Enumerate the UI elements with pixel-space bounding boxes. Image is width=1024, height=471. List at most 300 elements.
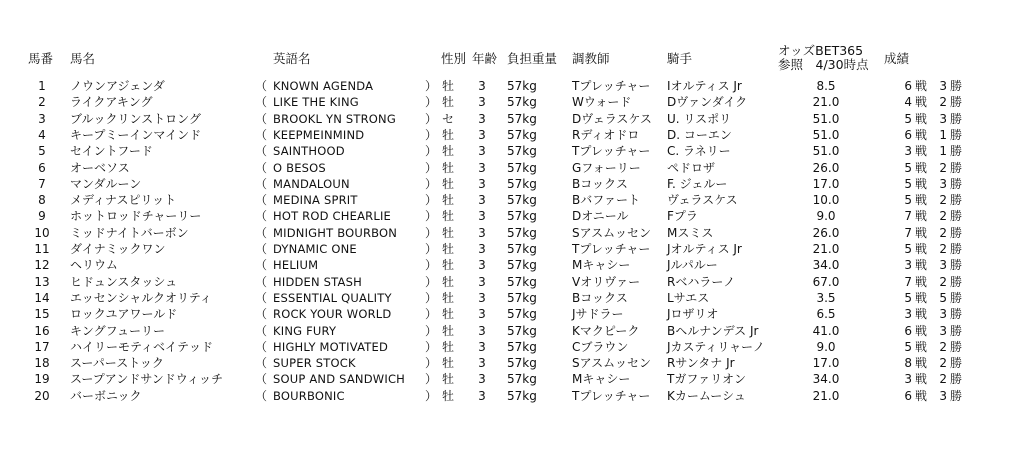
jockey-name: ペドロザ <box>667 160 716 175</box>
paren-open: （ <box>255 356 268 371</box>
record-wins-unit: 勝 <box>950 372 963 387</box>
horse-name-en: KNOWN AGENDA <box>273 79 374 93</box>
trainer-name: Tプレッチャー <box>572 388 651 403</box>
horse-name-en: KING FURY <box>273 323 337 338</box>
paren-close: ） <box>425 79 438 93</box>
trainer-name: Tプレッチャー <box>572 79 651 93</box>
paren-open: （ <box>255 290 268 305</box>
horse-sex: セ <box>442 111 455 126</box>
horse-number: 12 <box>34 258 50 273</box>
horse-sex: 牡 <box>442 176 455 191</box>
odds-value: 8.5 <box>816 79 836 93</box>
record-starts: 6 <box>904 323 912 338</box>
record-starts: 7 <box>904 209 912 224</box>
paren-close: ） <box>425 339 438 354</box>
record-starts: 5 <box>904 290 912 305</box>
table-row <box>0 160 1024 176</box>
table-row <box>0 192 1024 208</box>
horse-name-en: KEEPMEINMIND <box>273 127 365 142</box>
paren-close: ） <box>425 209 438 224</box>
horse-name-jp: ミッドナイトバーボン <box>70 225 189 240</box>
horse-name-jp: メディナスピリット <box>70 193 177 208</box>
horse-name-jp: キングフューリー <box>70 323 166 338</box>
horse-name-en: HOT ROD CHEARLIE <box>273 209 391 224</box>
trainer-name: Tプレッチャー <box>572 242 651 256</box>
horse-age: 3 <box>478 127 486 142</box>
horse-sex: 牡 <box>442 388 455 403</box>
record-starts: 3 <box>904 144 912 159</box>
header-name: 馬名 <box>70 51 96 66</box>
record-wins-unit: 勝 <box>950 388 963 403</box>
table-row <box>0 94 1024 110</box>
trainer-name: Bコックス <box>572 176 628 191</box>
horse-name-jp: マンダルーン <box>70 176 142 191</box>
paren-open: （ <box>255 323 268 338</box>
record-wins: 3 <box>939 307 947 322</box>
horse-name-en: MIDNIGHT BOURBON <box>273 225 398 240</box>
record-wins: 5 <box>939 290 947 305</box>
record-starts-unit: 戦 <box>915 225 928 240</box>
horse-weight: 57kg <box>507 388 537 403</box>
table-row <box>0 225 1024 241</box>
record-wins-unit: 勝 <box>950 144 963 159</box>
horse-sex: 牡 <box>442 274 455 289</box>
record-starts-unit: 戦 <box>915 290 928 305</box>
horse-sex: 牡 <box>442 356 455 371</box>
record-wins-unit: 勝 <box>950 111 963 126</box>
horse-sex: 牡 <box>442 372 455 387</box>
horse-weight: 57kg <box>507 372 537 387</box>
paren-open: （ <box>255 111 268 126</box>
horse-weight: 57kg <box>507 242 537 256</box>
horse-number: 8 <box>38 193 46 208</box>
horse-number: 9 <box>38 209 46 224</box>
jockey-name: Jカスティリャーノ <box>667 339 765 354</box>
paren-open: （ <box>255 79 268 93</box>
header-odds-line2: 参照 4/30時点 <box>778 57 869 72</box>
horse-age: 3 <box>478 209 486 224</box>
trainer-name: Rディオドロ <box>572 127 640 142</box>
paren-open: （ <box>255 144 268 159</box>
horse-age: 3 <box>478 274 486 289</box>
odds-value: 51.0 <box>812 111 840 126</box>
record-starts-unit: 戦 <box>915 144 928 159</box>
horse-weight: 57kg <box>507 274 537 289</box>
record-wins: 2 <box>939 339 947 354</box>
header-weight: 負担重量 <box>507 51 558 66</box>
paren-open: （ <box>255 258 268 273</box>
odds-value: 9.0 <box>816 209 836 224</box>
table-row <box>0 306 1024 322</box>
record-wins-unit: 勝 <box>950 242 963 256</box>
record-wins-unit: 勝 <box>950 209 963 224</box>
table-row <box>0 176 1024 192</box>
record-wins-unit: 勝 <box>950 160 963 175</box>
record-starts-unit: 戦 <box>915 111 928 126</box>
header-record: 成績 <box>884 51 910 66</box>
jockey-name: Jオルティス Jr <box>667 242 742 256</box>
paren-close: ） <box>425 225 438 240</box>
jockey-name: Dヴァンダイク <box>667 95 748 110</box>
horse-number: 4 <box>38 127 46 142</box>
horse-sex: 牡 <box>442 209 455 224</box>
record-wins-unit: 勝 <box>950 274 963 289</box>
paren-open: （ <box>255 307 268 322</box>
horse-number: 10 <box>34 225 50 240</box>
paren-open: （ <box>255 95 268 110</box>
table-row <box>0 78 1024 94</box>
paren-close: ） <box>425 307 438 322</box>
trainer-name: Vオリヴァー <box>572 274 641 289</box>
table-row <box>0 388 1024 404</box>
odds-value: 26.0 <box>812 160 840 175</box>
odds-value: 41.0 <box>812 323 840 338</box>
odds-value: 6.5 <box>816 307 836 322</box>
record-starts-unit: 戦 <box>915 258 928 273</box>
horse-age: 3 <box>478 176 486 191</box>
horse-name-jp: ライクアキング <box>70 95 153 110</box>
jockey-name: Jルパルー <box>667 258 718 273</box>
paren-open: （ <box>255 372 268 387</box>
horse-sex: 牡 <box>442 160 455 175</box>
horse-weight: 57kg <box>507 290 537 305</box>
record-wins: 3 <box>939 323 947 338</box>
horse-age: 3 <box>478 372 486 387</box>
horse-weight: 57kg <box>507 209 537 224</box>
paren-close: ） <box>425 258 438 273</box>
record-starts: 5 <box>904 160 912 175</box>
paren-open: （ <box>255 242 268 256</box>
odds-value: 34.0 <box>812 372 840 387</box>
horse-sex: 牡 <box>442 339 455 354</box>
record-wins: 3 <box>939 258 947 273</box>
horse-number: 18 <box>34 356 50 371</box>
horse-weight: 57kg <box>507 323 537 338</box>
odds-value: 17.0 <box>812 356 840 371</box>
horse-name-jp: スープアンドサンドウィッチ <box>70 372 224 387</box>
horse-weight: 57kg <box>507 95 537 110</box>
record-wins: 2 <box>939 356 947 371</box>
horse-name-jp: ダイナミックワン <box>70 242 166 256</box>
jockey-name: C. ラネリー <box>667 144 731 159</box>
record-starts-unit: 戦 <box>915 193 928 208</box>
horse-age: 3 <box>478 193 486 208</box>
trainer-name: Wウォード <box>572 95 632 110</box>
record-wins-unit: 勝 <box>950 79 963 93</box>
record-wins-unit: 勝 <box>950 225 963 240</box>
paren-close: ） <box>425 388 438 403</box>
horse-sex: 牡 <box>442 242 455 256</box>
table-row <box>0 127 1024 143</box>
record-starts: 5 <box>904 111 912 126</box>
horse-number: 3 <box>38 111 46 126</box>
record-wins-unit: 勝 <box>950 290 963 305</box>
record-wins: 2 <box>939 372 947 387</box>
record-wins: 3 <box>939 388 947 403</box>
table-row <box>0 241 1024 257</box>
paren-close: ） <box>425 274 438 289</box>
horse-sex: 牡 <box>442 225 455 240</box>
odds-value: 67.0 <box>812 274 840 289</box>
jockey-name: Fプラ <box>667 209 698 224</box>
paren-close: ） <box>425 95 438 110</box>
horse-age: 3 <box>478 111 486 126</box>
jockey-name: Rサンタナ Jr <box>667 356 735 371</box>
header-sex: 性別 <box>441 51 467 66</box>
horse-name-en: MANDALOUN <box>273 176 350 191</box>
record-starts: 6 <box>904 388 912 403</box>
record-starts: 7 <box>904 274 912 289</box>
horse-name-jp: セイントフード <box>70 144 153 159</box>
horse-name-jp: ヘリウム <box>70 258 118 273</box>
horse-sex: 牡 <box>442 290 455 305</box>
horse-name-jp: スーパーストック <box>70 356 164 371</box>
horse-number: 13 <box>34 274 50 289</box>
horse-weight: 57kg <box>507 176 537 191</box>
record-starts-unit: 戦 <box>915 372 928 387</box>
horse-age: 3 <box>478 79 486 93</box>
table-row <box>0 371 1024 387</box>
header-english: 英語名 <box>273 51 311 66</box>
horse-weight: 57kg <box>507 193 537 208</box>
horse-name-en: DYNAMIC ONE <box>273 242 357 256</box>
horse-name-en: BOURBONIC <box>273 388 345 403</box>
horse-sex: 牡 <box>442 95 455 110</box>
record-wins-unit: 勝 <box>950 95 963 110</box>
jockey-name: Bヘルナンデス Jr <box>667 323 759 338</box>
horse-name-jp: ロックユアワールド <box>70 307 178 322</box>
paren-close: ） <box>425 356 438 371</box>
record-wins: 2 <box>939 160 947 175</box>
horse-name-en: HIDDEN STASH <box>273 274 362 289</box>
record-wins: 1 <box>939 127 947 142</box>
horse-name-jp: ヒドュンスタッシュ <box>70 274 178 289</box>
trainer-name: Mキャシー <box>572 372 631 387</box>
trainer-name: Bコックス <box>572 290 628 305</box>
record-wins: 3 <box>939 176 947 191</box>
record-wins: 2 <box>939 209 947 224</box>
paren-open: （ <box>255 339 268 354</box>
jockey-name: Lサエス <box>667 290 710 305</box>
record-wins: 2 <box>939 274 947 289</box>
horse-name-en: HIGHLY MOTIVATED <box>273 339 388 354</box>
paren-close: ） <box>425 242 438 256</box>
record-starts-unit: 戦 <box>915 388 928 403</box>
horse-age: 3 <box>478 160 486 175</box>
table-row <box>0 339 1024 355</box>
trainer-name: Jサドラー <box>572 307 624 322</box>
horse-name-jp: ノウンアジェンダ <box>70 79 165 93</box>
paren-open: （ <box>255 176 268 191</box>
paren-close: ） <box>425 176 438 191</box>
paren-close: ） <box>425 111 438 126</box>
table-row <box>0 290 1024 306</box>
horse-number: 19 <box>34 372 50 387</box>
horse-number: 20 <box>34 388 50 403</box>
horse-number: 15 <box>34 307 50 322</box>
horse-name-jp: ブルックリンストロング <box>70 111 201 126</box>
paren-close: ） <box>425 160 438 175</box>
horse-name-jp: ホットロッドチャーリー <box>70 209 202 224</box>
odds-value: 3.5 <box>816 290 836 305</box>
record-starts-unit: 戦 <box>915 95 928 110</box>
paren-close: ） <box>425 372 438 387</box>
table-row <box>0 355 1024 371</box>
trainer-name: Cブラウン <box>572 339 629 354</box>
horse-sex: 牡 <box>442 127 455 142</box>
record-starts: 3 <box>904 307 912 322</box>
odds-value: 34.0 <box>812 258 840 273</box>
jockey-name: Tガファリオン <box>667 372 746 387</box>
table-row <box>0 274 1024 290</box>
horse-name-en: ESSENTIAL QUALITY <box>273 290 392 305</box>
odds-value: 51.0 <box>812 144 840 159</box>
record-starts-unit: 戦 <box>915 242 928 256</box>
paren-open: （ <box>255 388 268 403</box>
horse-sex: 牡 <box>442 258 455 273</box>
horse-weight: 57kg <box>507 258 537 273</box>
horse-age: 3 <box>478 356 486 371</box>
jockey-name: Rベハラーノ <box>667 274 736 289</box>
trainer-name: Bバファート <box>572 193 640 208</box>
odds-value: 17.0 <box>812 176 840 191</box>
horse-name-en: SUPER STOCK <box>273 356 356 371</box>
record-starts: 3 <box>904 372 912 387</box>
jockey-name: D. コーエン <box>667 127 732 142</box>
horse-age: 3 <box>478 225 486 240</box>
horse-weight: 57kg <box>507 127 537 142</box>
record-starts-unit: 戦 <box>915 307 928 322</box>
trainer-name: Sアスムッセン <box>572 225 652 240</box>
horse-age: 3 <box>478 290 486 305</box>
horse-weight: 57kg <box>507 339 537 354</box>
paren-close: ） <box>425 144 438 159</box>
horse-number: 5 <box>38 144 46 159</box>
odds-value: 21.0 <box>812 242 840 256</box>
odds-value: 9.0 <box>816 339 836 354</box>
horse-number: 6 <box>38 160 46 175</box>
horse-name-jp: キープミーインマインド <box>70 127 202 142</box>
paren-close: ） <box>425 290 438 305</box>
horse-weight: 57kg <box>507 225 537 240</box>
trainer-name: Kマクピーク <box>572 323 640 338</box>
record-starts: 5 <box>904 339 912 354</box>
record-wins-unit: 勝 <box>950 323 963 338</box>
horse-name-en: MEDINA SPRIT <box>273 193 358 208</box>
record-starts: 5 <box>904 242 912 256</box>
header-odds <box>778 44 890 72</box>
horse-sex: 牡 <box>442 323 455 338</box>
horse-number: 11 <box>34 242 50 256</box>
header-age: 年齢 <box>472 51 498 66</box>
record-starts-unit: 戦 <box>915 274 928 289</box>
table-row <box>0 143 1024 159</box>
horse-age: 3 <box>478 258 486 273</box>
odds-value: 21.0 <box>812 95 840 110</box>
jockey-name: Mスミス <box>667 225 714 240</box>
paren-close: ） <box>425 127 438 142</box>
record-starts-unit: 戦 <box>915 127 928 142</box>
jockey-name: U. リスポリ <box>667 111 732 126</box>
horse-number: 2 <box>38 95 46 110</box>
record-wins-unit: 勝 <box>950 127 963 142</box>
horse-sex: 牡 <box>442 307 455 322</box>
record-starts-unit: 戦 <box>915 209 928 224</box>
paren-open: （ <box>255 225 268 240</box>
record-starts: 3 <box>904 258 912 273</box>
paren-open: （ <box>255 127 268 142</box>
horse-sex: 牡 <box>442 193 455 208</box>
trainer-name: Dヴェラスケス <box>572 111 652 126</box>
horse-name-jp: ハイリーモティベイテッド <box>70 339 214 354</box>
trainer-name: Dオニール <box>572 209 629 224</box>
record-wins: 3 <box>939 79 947 93</box>
horse-name-jp: バーボニック <box>70 388 142 403</box>
horse-name-en: SOUP AND SANDWICH <box>273 372 406 387</box>
header-odds-line1: オッズBET365 <box>778 43 864 58</box>
table-row <box>0 257 1024 273</box>
jockey-name: ヴェラスケス <box>667 193 738 208</box>
record-wins-unit: 勝 <box>950 258 963 273</box>
horse-sex: 牡 <box>442 144 455 159</box>
jockey-name: F. ジェルー <box>667 176 728 191</box>
paren-open: （ <box>255 160 268 175</box>
horse-weight: 57kg <box>507 111 537 126</box>
record-wins: 1 <box>939 144 947 159</box>
record-starts: 4 <box>904 95 912 110</box>
record-starts-unit: 戦 <box>915 176 928 191</box>
horse-number: 16 <box>34 323 50 338</box>
horse-weight: 57kg <box>507 79 537 93</box>
header-trainer: 調教師 <box>572 51 610 66</box>
record-starts: 5 <box>904 176 912 191</box>
record-wins-unit: 勝 <box>950 193 963 208</box>
horse-weight: 57kg <box>507 160 537 175</box>
paren-open: （ <box>255 209 268 224</box>
trainer-name: Gフォーリー <box>572 160 641 175</box>
horse-name-en: ROCK YOUR WORLD <box>273 307 392 322</box>
paren-open: （ <box>255 193 268 208</box>
record-wins: 2 <box>939 95 947 110</box>
odds-value: 10.0 <box>812 193 840 208</box>
horse-sex: 牡 <box>442 79 455 93</box>
record-starts-unit: 戦 <box>915 339 928 354</box>
horse-name-en: BROOKL YN STRONG <box>273 111 396 126</box>
horse-number: 17 <box>34 339 50 354</box>
odds-value: 26.0 <box>812 225 840 240</box>
horse-age: 3 <box>478 388 486 403</box>
table-row <box>0 111 1024 127</box>
record-starts-unit: 戦 <box>915 79 928 93</box>
record-starts-unit: 戦 <box>915 323 928 338</box>
record-starts: 5 <box>904 193 912 208</box>
record-wins: 2 <box>939 225 947 240</box>
record-wins-unit: 勝 <box>950 339 963 354</box>
record-starts: 6 <box>904 127 912 142</box>
jockey-name: Kカームーシュ <box>667 388 746 403</box>
horse-age: 3 <box>478 323 486 338</box>
table-row <box>0 208 1024 224</box>
horse-name-en: SAINTHOOD <box>273 144 345 159</box>
trainer-name: Sアスムッセン <box>572 356 652 371</box>
header-no: 馬番 <box>28 51 54 66</box>
jockey-name: Jロザリオ <box>667 307 719 322</box>
record-wins: 2 <box>939 193 947 208</box>
odds-value: 21.0 <box>812 388 840 403</box>
horse-age: 3 <box>478 95 486 110</box>
horse-age: 3 <box>478 242 486 256</box>
record-starts-unit: 戦 <box>915 356 928 371</box>
